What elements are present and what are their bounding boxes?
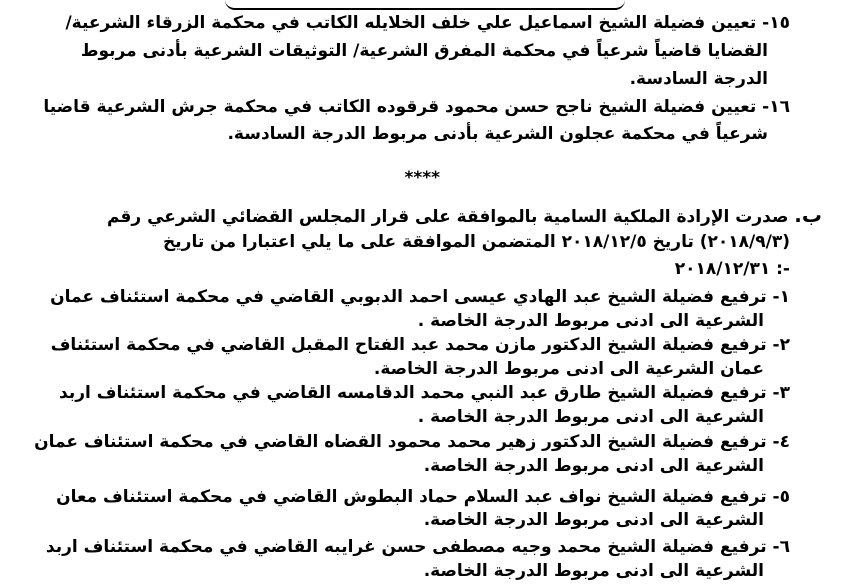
promotion-4-number: ٤- — [772, 432, 790, 452]
item-15-line-2 — [81, 41, 768, 61]
item-15-text-3: الدرجة السادسة. — [629, 69, 768, 89]
promotion-6-text-1: ترفيع فضيلة الشيخ محمد وجيه مصطفى حسن غرايبه القاضي في محكمة استئناف اربد — [45, 537, 767, 557]
item-16-text-1: تعيين فضيلة الشيخ ناجح حسن محمود قرقوده الكاتب في محكمة جرش الشرعية قاضيا — [43, 97, 757, 117]
promotion-2-text-1: ترفيع فضيلة الشيخ الدكتور مازن محمد عبد الفتاح المقبل القاضي في محكمة استئناف — [50, 335, 767, 355]
section-b-intro-text-2: (٢٠١٨/٩/٣) تاريخ ٢٠١٨/١٢/٥ المتضمن الموافقة على ما يلي اعتبارا من تاريخ — [163, 232, 790, 252]
item-15-text-1: تعيين فضيلة الشيخ اسماعيل علي خلف الخلايله الكاتب في محكمة الزرقاء الشرعية/ — [65, 13, 757, 33]
promotion-6-line-1 — [46, 537, 790, 557]
promotion-6-line-2 — [424, 561, 764, 581]
item-16-line-1 — [43, 97, 790, 117]
section-b-intro-text-3: ٢٠١٨/١٢/٣١ :- — [674, 259, 790, 279]
section-b-label: ب. — [794, 203, 822, 227]
promotion-3-text-1: ترفيع فضيلة الشيخ طارق عبد النبي محمد الدقامسه القاضي في محكمة استئناف اربد — [59, 383, 767, 403]
promotion-5-number: ٥- — [772, 487, 790, 507]
item-15-line-3 — [630, 69, 768, 89]
promotion-1-text-2: الشرعية الى ادنى مربوط الدرجة الخاصة . — [417, 311, 764, 331]
promotion-1-number: ١- — [772, 287, 790, 307]
item-15-line-1 — [65, 13, 790, 33]
promotion-5-line-2 — [424, 510, 764, 530]
promotion-5-text-1: ترفيع فضيلة الشيخ نواف عبد السلام حماد البطوش القاضي في محكمة استئناف معان — [56, 487, 767, 507]
top-cut-decoration — [225, 0, 625, 10]
item-15-text-2: القضايا قاضياً شرعياً في محكمة المفرق الشرعية/ التوثيقات الشرعية بأدنى مربوط — [80, 41, 768, 61]
promotion-2-line-2 — [374, 359, 764, 379]
section-b-intro-line-2 — [163, 232, 790, 252]
section-b-intro-line-1 — [107, 205, 822, 227]
promotion-2-line-1 — [51, 335, 790, 355]
promotion-3-number: ٣- — [772, 383, 790, 403]
section-separator: **** — [404, 168, 440, 188]
item-15-number: ١٥- — [762, 13, 790, 33]
promotion-4-text-2: الشرعية الى ادنى مربوط الدرجة الخاصة. — [423, 456, 764, 476]
promotion-3-line-2 — [418, 407, 764, 427]
promotion-6-number: ٦- — [772, 537, 790, 557]
promotion-1-text-1: ترفيع فضيلة الشيخ عبد الهادي عيسى احمد الدبوبي القاضي في محكمة استئناف عمان — [50, 287, 767, 307]
promotion-6-text-2: الشرعية الى ادنى مربوط الدرجة الخاصة. — [423, 561, 764, 581]
promotion-1-line-2 — [418, 311, 764, 331]
promotion-3-text-2: الشرعية الى ادنى مربوط الدرجة الخاصة . — [417, 407, 764, 427]
promotion-5-text-2: الشرعية الى ادنى مربوط الدرجة الخاصة. — [423, 510, 764, 530]
promotion-2-text-2: عمان الشرعية الى ادنى مربوط الدرجة الخاصة. — [373, 359, 764, 379]
promotion-1-line-1 — [50, 287, 790, 307]
promotion-2-number: ٢- — [772, 335, 790, 355]
section-b-intro-line-3 — [675, 259, 790, 279]
item-16-number: ١٦- — [762, 97, 790, 117]
promotion-5-line-1 — [56, 487, 790, 507]
promotion-3-line-1 — [59, 383, 790, 403]
promotion-4-text-1: ترفيع فضيلة الشيخ الدكتور زهير محمد محمود القضاه القاضي في محكمة استئناف عمان — [34, 432, 767, 452]
promotion-4-line-2 — [424, 456, 764, 476]
promotion-4-line-1 — [34, 432, 790, 452]
section-b-intro-text-1: صدرت الإرادة الملكية السامية بالموافقة على قرار المجلس القضائي الشرعي رقم — [106, 207, 789, 227]
item-16-line-2 — [227, 124, 768, 144]
item-16-text-2: شرعياً في محكمة عجلون الشرعية بأدنى مربوط الدرجة السادسة. — [227, 124, 768, 144]
